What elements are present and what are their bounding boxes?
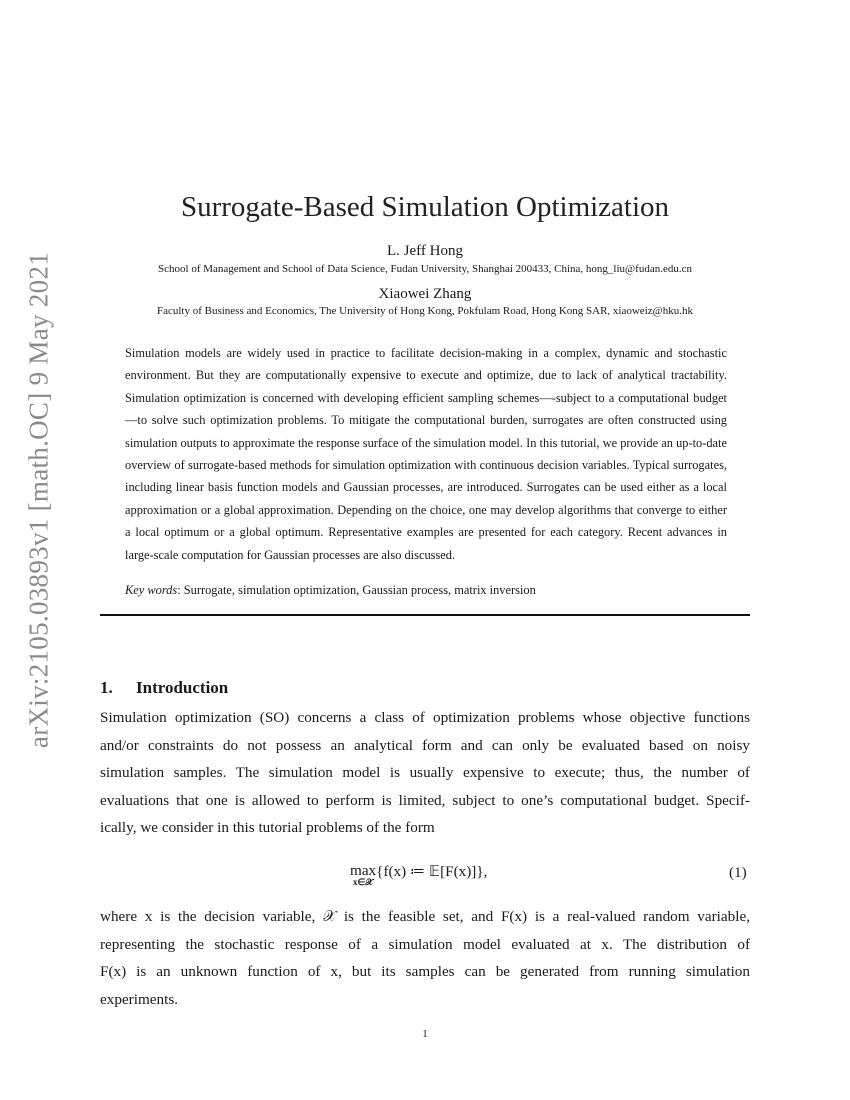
- author-name: L. Jeff Hong: [387, 243, 463, 259]
- text-line: and/or constraints do not possess an analytical form and can only be evaluated based on noisy: [100, 736, 750, 754]
- author-affiliation: Faculty of Business and Economics, The University of Hong Kong, Pokfulam Road, Hong Kong SAR, xiaoweiz@hku.hk: [156, 305, 694, 317]
- keywords-label: Key words: [125, 583, 178, 597]
- section-heading: [100, 678, 228, 698]
- intro-paragraph-1: [100, 704, 750, 842]
- equation-number: (1): [729, 864, 747, 881]
- section-number: 1.: [100, 678, 113, 697]
- text-line: evaluations that one is allowed to perform is limited, subject to one’s computational budget. Specif-: [100, 791, 750, 809]
- text-line: representing the stochastic response of a simulation model evaluated at x. The distribution of: [100, 935, 750, 953]
- section-title: Introduction: [136, 678, 229, 697]
- author-affiliation: School of Management and School of Data Science, Fudan University, Shanghai 200433, China, hong_liu@fudan.edu.cn: [158, 263, 692, 275]
- keywords: Key words: Surrogate, simulation optimization, Gaussian process, matrix inversion: [125, 583, 536, 597]
- text-line: simulation samples. The simulation model is usually expensive to execute; thus, the number of: [100, 764, 750, 782]
- equation-body: {f(x) ≔ 𝔼[F(x)]},: [376, 863, 488, 880]
- keywords-text: Surrogate, simulation optimization, Gaussian process, matrix inversion: [183, 583, 536, 597]
- intro-paragraph-2: [100, 903, 750, 1013]
- author-name: Xiaowei Zhang: [378, 286, 472, 302]
- text-line: Simulation optimization (SO) concerns a class of optimization problems whose objective functions: [100, 709, 750, 726]
- paper-title: Surrogate-Based Simulation Optimization: [180, 191, 670, 223]
- abstract: Simulation models are widely used in practice to facilitate decision-making in a complex, dynamic and stochastic environment. But they are computationally expensive to execute and optimize, due to lack of analytical tractability. Simulation optimization is concerned with developing efficient sampling schemes—-subject to a computational budget—to solve such optimization problems. To mitigate the computational burden, surrogates are often constructed using simulation outputs to approximate the response surface of the simulation model. In this tutorial, we provide an up-to-date overview of surrogate-based methods for simulation optimization with continuous decision variables. Typical surrogates, including linear basis function models and Gaussian processes, are introduced. Surrogates can be used either as a local approximation or a global approximation. Depending on the choice, one may develop algorithms that converge to either a local optimum or a global optimum. Representative examples are presented for each category. Recent advances in large-scale computation for Gaussian processes are also discussed.: [125, 346, 727, 562]
- text-line: experiments.: [100, 990, 179, 1008]
- text-line: F(x) is an unknown function of x, but its samples can be generated from running simulation: [100, 963, 750, 981]
- max-operator: [350, 862, 376, 887]
- text-line: ically, we consider in this tutorial problems of the form: [100, 819, 435, 837]
- page-number: 1: [422, 1028, 428, 1040]
- equation-1: [350, 862, 487, 887]
- abstract-divider: [100, 614, 750, 616]
- max-word: max: [350, 862, 377, 879]
- text-line: where x is the decision variable, 𝒳 is the feasible set, and F(x) is a real-valued random variable,: [100, 908, 750, 925]
- arxiv-identifier-stamp: arXiv:2105.03893v1 [math.OC] 9 May 2021: [23, 251, 54, 749]
- max-subscript: x∈𝒳: [353, 877, 374, 887]
